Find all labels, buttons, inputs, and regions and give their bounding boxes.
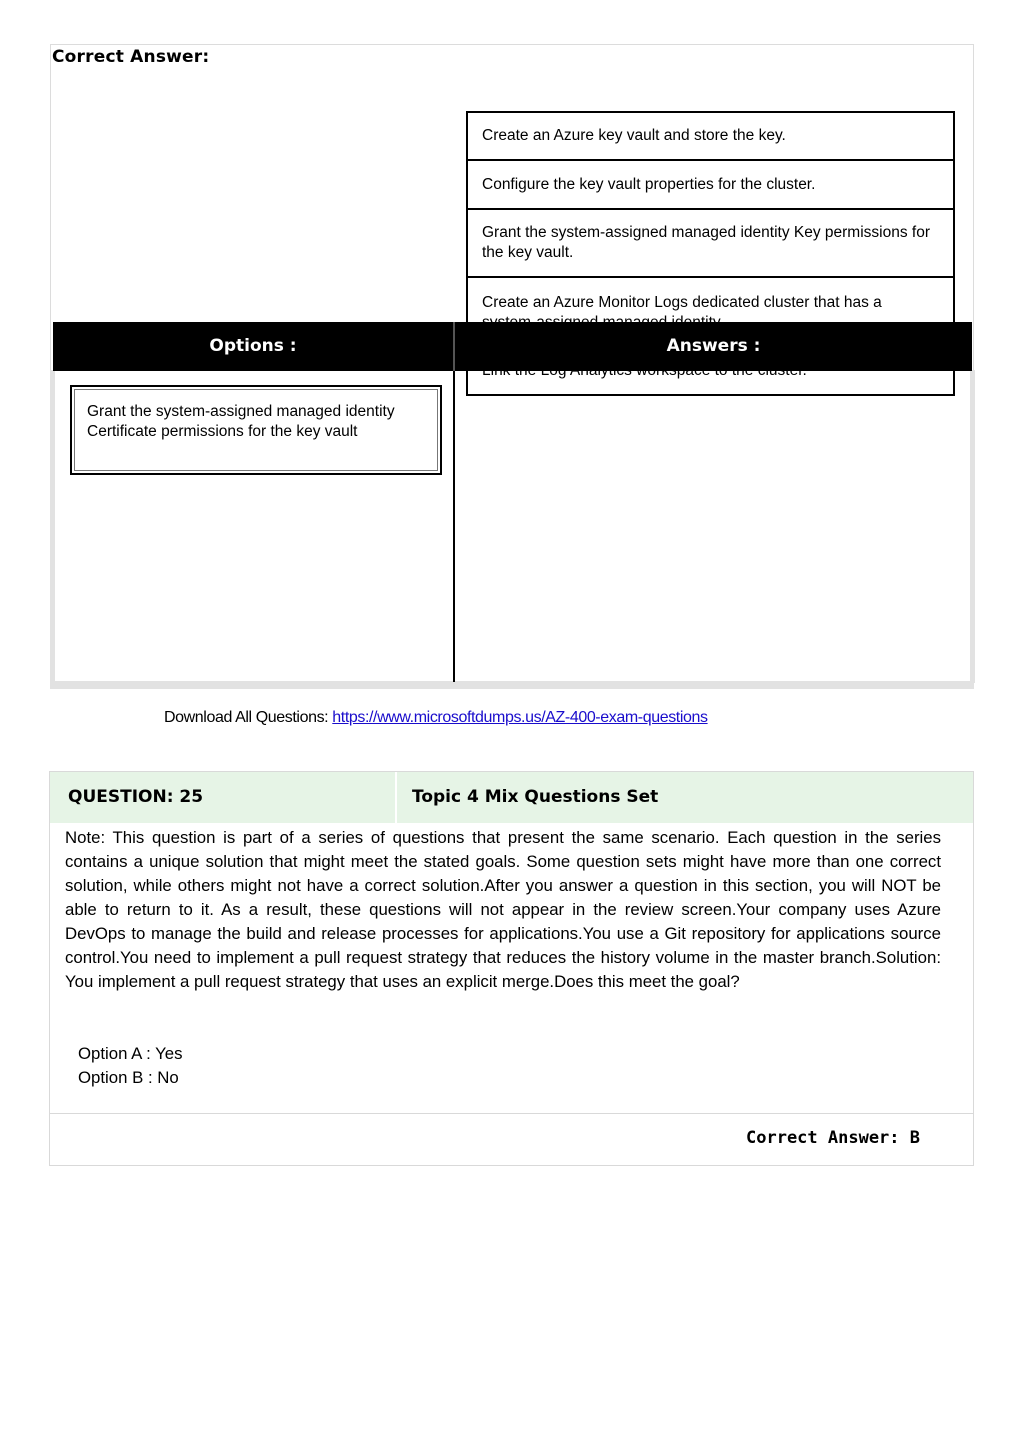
- panel-right-border: [970, 370, 975, 683]
- option-item[interactable]: [70, 385, 442, 475]
- question-option-b[interactable]: Option B : No: [78, 1068, 179, 1087]
- download-line: [164, 709, 708, 727]
- answers-header: Answers :: [666, 336, 761, 356]
- question-topic: Topic 4 Mix Questions Set: [412, 787, 659, 807]
- correct-answer-title: Correct Answer:: [52, 47, 210, 67]
- question-text: Note: This question is part of a series of questions that present the same scenario. Each question in the series contains a unique solution that might meet the stated goals. Some question sets might have more than one correct solution, while others might not have a correct solution.After you answer a question in this section, you will NOT be able to return to it. As a result, these questions will not appear in the review screen.Your company uses Azure DevOps to manage the build and release processes for applications.You use a Git repository for applications source control.You need to implement a pull request strategy that reduces the history volume in the master branch.Solution: You implement a pull request strategy that uses an explicit merge.Does this meet the goal?: [65, 828, 941, 991]
- answer-item[interactable]: [466, 159, 955, 210]
- column-divider: [453, 371, 455, 682]
- answer-item[interactable]: [466, 111, 955, 161]
- question-header-divider: [395, 772, 397, 823]
- answer-item-label: Create an Azure key vault and store the key.: [482, 127, 786, 144]
- answer-item-label: Create an Azure Monitor Logs dedicated cluster that has a: [482, 294, 882, 311]
- option-item-label: Grant the system-assigned managed identity Certificate permissions for the key vault: [87, 403, 395, 440]
- panel-bottom-border: [50, 681, 974, 689]
- download-link[interactable]: https://www.microsoftdumps.us/AZ-400-exam-questions: [332, 709, 708, 726]
- options-header: Options :: [209, 336, 297, 356]
- panel-left-border: [50, 370, 55, 683]
- answer-item-label: Configure the key vault properties for the cluster.: [482, 175, 816, 193]
- question-number: QUESTION: 25: [68, 787, 204, 807]
- question-correct-answer: Correct Answer: B: [746, 1128, 920, 1148]
- question-option-a[interactable]: Option A : Yes: [78, 1044, 183, 1063]
- download-label: Download All Questions:: [164, 709, 329, 726]
- answer-item-label: Grant the system-assigned managed identity Key permissions for the key vault.: [482, 224, 930, 261]
- answer-separator: [50, 1113, 973, 1114]
- answer-item[interactable]: [466, 208, 955, 278]
